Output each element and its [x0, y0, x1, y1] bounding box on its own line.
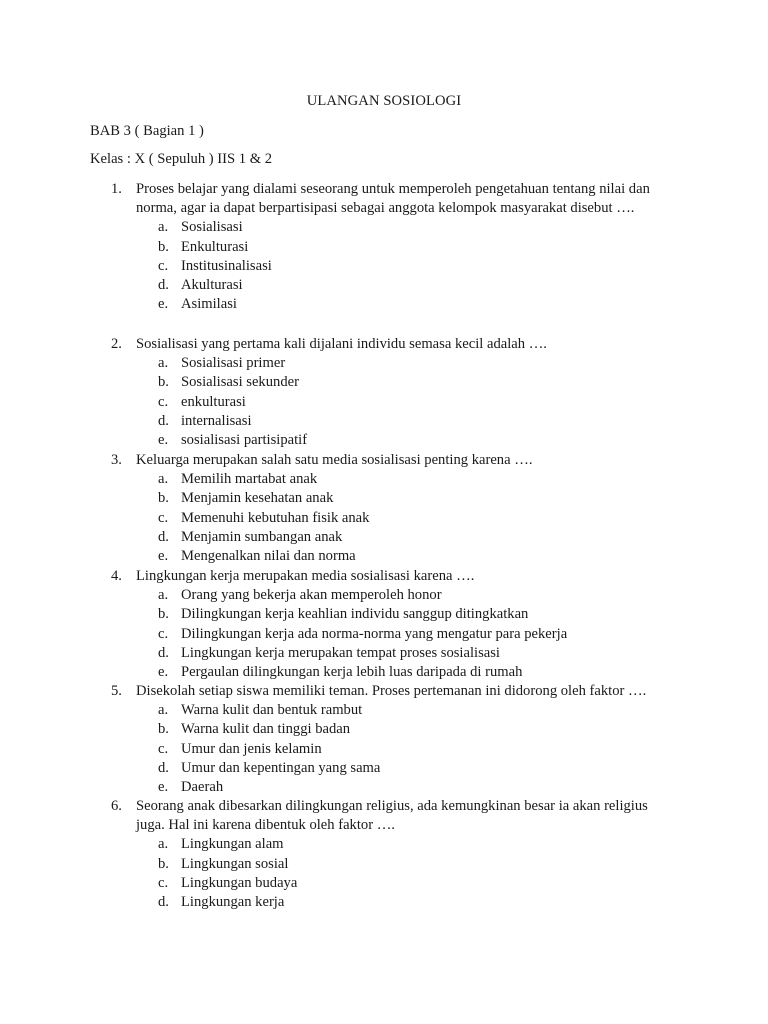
option-text: Sosialisasi primer — [181, 355, 286, 372]
option-text: Orang yang bekerja akan memperoleh honor — [181, 587, 442, 604]
question-number: 2. — [111, 336, 122, 352]
option-letter: a. — [158, 587, 169, 604]
class-label: Kelas : X ( Sepuluh ) IIS 1 & 2 — [90, 151, 272, 167]
option-text: Lingkungan budaya — [181, 874, 298, 891]
option-text: Mengenalkan nilai dan norma — [181, 548, 356, 564]
option-letter: d. — [158, 528, 169, 545]
question-text: juga. Hal ini karena dibentuk oleh faktor …. — [136, 817, 395, 834]
option-letter: a. — [158, 836, 169, 853]
option-text: Menjamin kesehatan anak — [181, 490, 334, 507]
option-text: Daerah — [181, 779, 224, 795]
option-letter: d. — [158, 644, 169, 661]
question-text: Disekolah setiap siswa memiliki teman. Proses pertemanan ini didorong oleh faktor …. — [136, 683, 647, 699]
option-letter: e. — [158, 779, 169, 795]
question-number: 6. — [111, 798, 122, 814]
option-text: Warna kulit dan bentuk rambut — [181, 702, 363, 719]
option-letter: e. — [158, 296, 169, 313]
question-text: Seorang anak dibesarkan dilingkungan religius, ada kemungkinan besar ia akan religius — [136, 798, 648, 814]
option-text: Dilingkungan kerja keahlian individu sanggup ditingkatkan — [181, 606, 529, 623]
option-letter: e. — [158, 548, 169, 564]
option-text: Memilih martabat anak — [181, 471, 318, 488]
option-letter: b. — [158, 855, 169, 872]
option-text: enkulturasi — [181, 393, 246, 410]
option-text: Sosialisasi sekunder — [181, 374, 299, 391]
option-letter: d. — [158, 759, 169, 776]
option-letter: d. — [158, 894, 169, 910]
option-letter: b. — [158, 490, 169, 507]
option-letter: c. — [158, 393, 169, 410]
option-text: Memenuhi kebutuhan fisik anak — [181, 509, 370, 526]
question-number: 5. — [111, 683, 122, 699]
question-number: 1. — [111, 181, 122, 197]
option-letter: a. — [158, 355, 169, 372]
option-text: Pergaulan dilingkungan kerja lebih luas daripada di rumah — [181, 664, 523, 680]
question-text: norma, agar ia dapat berpartisipasi sebagai anggota kelompok masyarakat disebut …. — [136, 200, 635, 217]
option-letter: c. — [158, 257, 169, 274]
option-text: Asimilasi — [181, 296, 237, 313]
option-letter: b. — [158, 374, 169, 391]
option-letter: c. — [158, 874, 169, 891]
option-letter: a. — [158, 219, 169, 236]
option-letter: b. — [158, 606, 169, 623]
document-title: ULANGAN SOSIOLOGI — [306, 93, 462, 109]
option-text: internalisasi — [181, 412, 252, 429]
option-letter: c. — [158, 625, 169, 642]
option-text: Institusinalisasi — [181, 257, 272, 274]
option-text: Lingkungan kerja merupakan tempat proses sosialisasi — [181, 644, 500, 661]
option-letter: b. — [158, 721, 169, 738]
option-letter: e. — [158, 664, 169, 680]
question-text: Proses belajar yang dialami seseorang untuk memperoleh pengetahuan tentang nilai dan — [136, 181, 650, 197]
option-letter: d. — [158, 412, 169, 429]
option-letter: a. — [158, 471, 169, 488]
question-number: 4. — [111, 568, 122, 584]
option-text: Akulturasi — [181, 277, 243, 293]
option-text: Lingkungan sosial — [181, 855, 289, 872]
option-text: Umur dan kepentingan yang sama — [181, 759, 381, 776]
option-letter: a. — [158, 702, 169, 719]
option-text: Dilingkungan kerja ada norma-norma yang mengatur para pekerja — [181, 625, 568, 642]
chapter-label: BAB 3 ( Bagian 1 ) — [90, 123, 204, 139]
option-letter: b. — [158, 238, 169, 255]
option-text: Warna kulit dan tinggi badan — [181, 721, 351, 738]
option-text: Lingkungan alam — [181, 836, 284, 853]
option-text: Menjamin sumbangan anak — [181, 528, 343, 545]
option-letter: c. — [158, 740, 169, 757]
option-text: Umur dan jenis kelamin — [181, 740, 322, 757]
question-text: Sosialisasi yang pertama kali dijalani individu semasa kecil adalah …. — [136, 336, 547, 352]
option-text: Enkulturasi — [181, 238, 249, 255]
option-text: Sosialisasi — [181, 219, 243, 236]
option-text: sosialisasi partisipatif — [181, 432, 308, 448]
option-letter: d. — [158, 277, 169, 293]
option-letter: e. — [158, 432, 169, 448]
question-text: Lingkungan kerja merupakan media sosialisasi karena …. — [136, 568, 475, 584]
question-number: 3. — [111, 452, 122, 468]
option-letter: c. — [158, 509, 169, 526]
question-text: Keluarga merupakan salah satu media sosialisasi penting karena …. — [136, 452, 533, 468]
option-text: Lingkungan kerja — [181, 894, 285, 910]
